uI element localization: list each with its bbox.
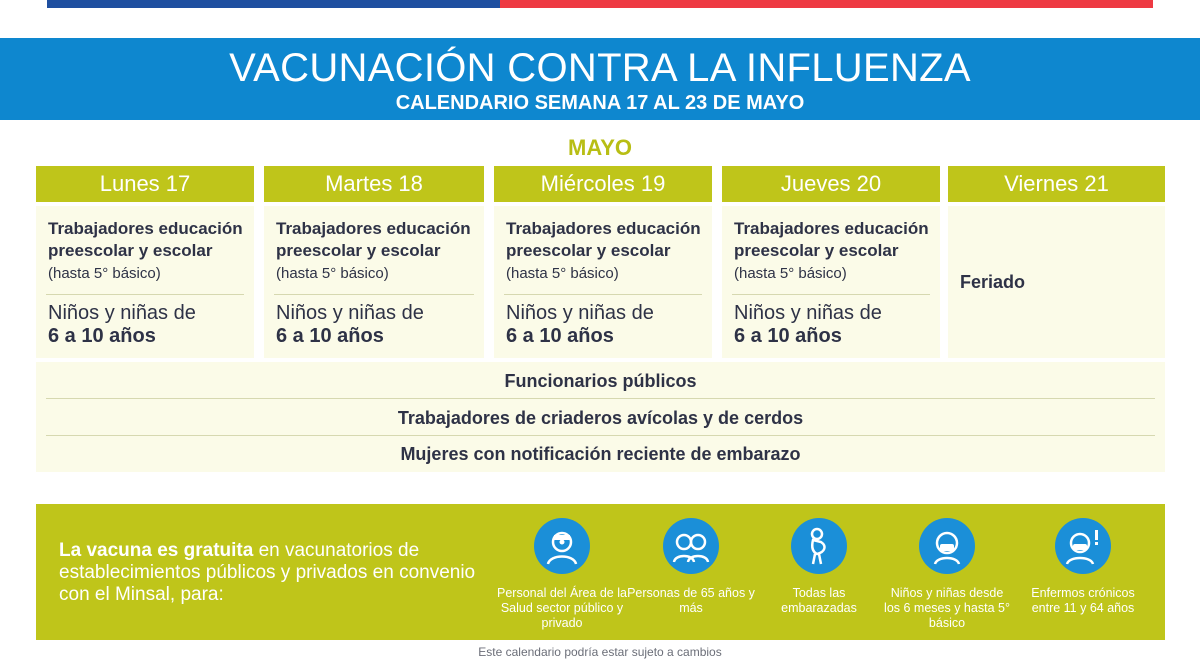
chronic-patient-icon — [1055, 518, 1111, 574]
target-group-pregnant: Todas las embarazadas — [754, 518, 884, 616]
day-header-jueves: Jueves 20 — [722, 166, 940, 202]
target-group-health-staff: Personal del Área de la Salud sector público y privado — [497, 518, 627, 631]
pregnant-woman-icon — [791, 518, 847, 574]
flag-stripe — [47, 0, 1153, 8]
cell-divider — [732, 294, 930, 295]
day-header-martes: Martes 18 — [264, 166, 484, 202]
day-header-viernes: Viernes 21 — [948, 166, 1165, 202]
group-children: Niños y niñas de 6 a 10 años — [506, 302, 654, 347]
elderly-couple-icon — [663, 518, 719, 574]
day-cell-miercoles — [494, 206, 712, 358]
group-children: Niños y niñas de 6 a 10 años — [276, 302, 424, 347]
row-divider — [46, 435, 1155, 436]
group-children: Niños y niñas de 6 a 10 años — [734, 302, 882, 347]
child-mask-icon — [919, 518, 975, 574]
day-cell-martes — [264, 206, 484, 358]
group-education-workers: Trabajadores educación preescolar y escolar (hasta 5° básico) — [734, 219, 929, 282]
month-label: MAYO — [568, 135, 632, 160]
shared-row-public-officials: Funcionarios públicos — [504, 371, 697, 391]
target-group-children: Niños y niñas desde los 6 meses y hasta 5° básico — [882, 518, 1012, 631]
group-children: Niños y niñas de 6 a 10 años — [48, 302, 196, 347]
row-divider — [46, 398, 1155, 399]
group-education-workers: Trabajadores educación preescolar y escolar (hasta 5° básico) — [506, 219, 701, 282]
flag-stripe-red — [500, 0, 1153, 8]
cell-divider — [274, 294, 474, 295]
group-education-workers: Trabajadores educación preescolar y escolar (hasta 5° básico) — [276, 219, 471, 282]
header-banner — [0, 38, 1200, 120]
day-header-miercoles: Miércoles 19 — [494, 166, 712, 202]
disclaimer-note: Este calendario podría estar sujeto a cambios — [478, 645, 722, 659]
flag-stripe-blue — [47, 0, 500, 8]
day-header-lunes: Lunes 17 — [36, 166, 254, 202]
shared-groups-panel — [36, 362, 1165, 472]
day-cell-viernes — [948, 206, 1165, 358]
day-cell-lunes — [36, 206, 254, 358]
shared-row-pregnant-women: Mujeres con notificación reciente de embarazo — [400, 444, 801, 464]
page-subtitle: CALENDARIO SEMANA 17 AL 23 DE MAYO — [395, 92, 805, 114]
cell-divider — [46, 294, 244, 295]
page-title: VACUNACIÓN CONTRA LA INFLUENZA — [229, 46, 971, 90]
group-education-workers: Trabajadores educación preescolar y escolar (hasta 5° básico) — [48, 219, 243, 282]
day-cell-jueves — [722, 206, 940, 358]
shared-row-poultry-workers: Trabajadores de criaderos avícolas y de cerdos — [397, 408, 804, 428]
target-group-elderly: Personas de 65 años y más — [626, 518, 756, 616]
cell-divider — [504, 294, 702, 295]
free-vaccine-panel — [36, 504, 1165, 640]
health-worker-icon — [534, 518, 590, 574]
target-group-chronic: Enfermos crónicos entre 11 y 64 años — [1018, 518, 1148, 616]
free-vaccine-text: La vacuna es gratuita en vacunatorios de establecimientos públicos y privados en convenio con el Minsal, para: — [59, 540, 476, 605]
holiday-label: Feriado — [960, 272, 1026, 292]
